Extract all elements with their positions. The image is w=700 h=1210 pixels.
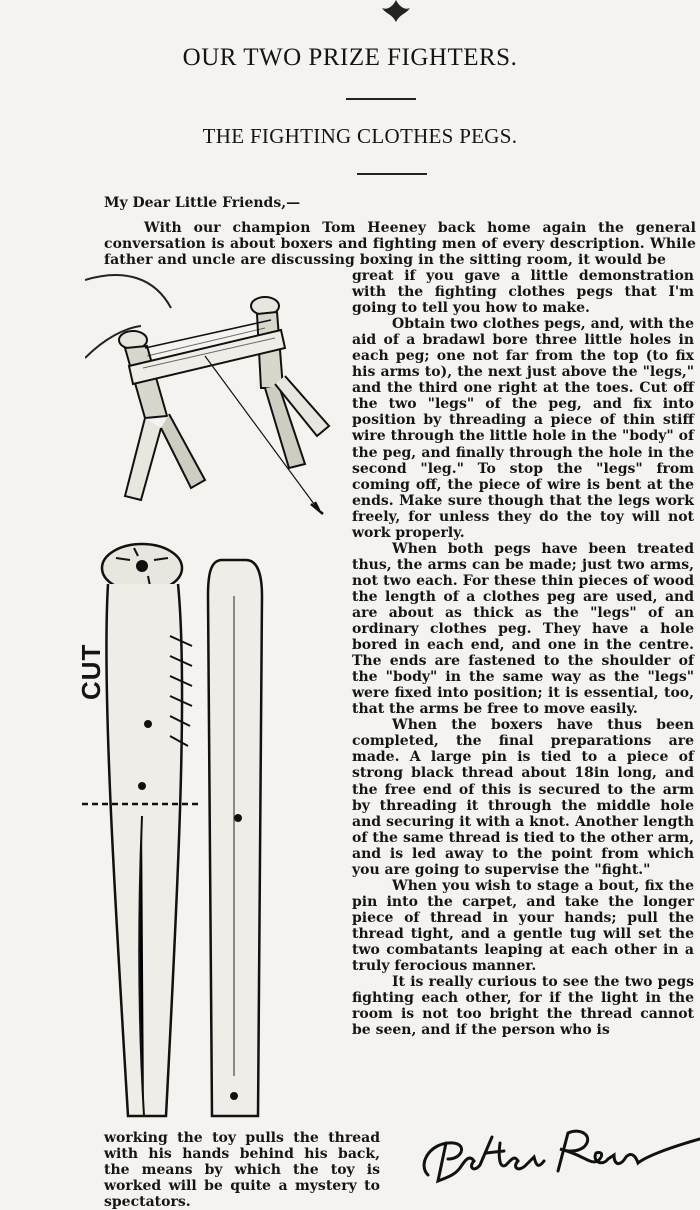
clothes-pegs-illustration bbox=[82, 536, 272, 1136]
article-subtitle: THE FIGHTING CLOTHES PEGS. bbox=[202, 124, 518, 148]
paragraph-4: When the boxers have thus been completed, the final preparations are made. A large pin is tied to a piece of strong black thread about 18in long, and the free end of this is secured to the arm by threading it through the middle hole and securing it with a knot. Another length of the same thread is tied to the other arm, and is led away to the point from which you are going to supervise the "fight." bbox=[352, 717, 694, 878]
paragraph-2: Obtain two clothes pegs, and, with the aid of a bradawl bore three little holes in each peg; one not far from the top (to fix his arms to), the next just above the "legs," and the third one right at the toes. Cut off the two "legs" of the peg, and fix into position by threading a piece of thin stiff wire through the little hole in the "body" of the peg, and finally through the hole in the second "leg." To stop the "legs" from coming off, the piece of wire is bent at the ends. Make sure though that the legs work freely, for unless they do the toy will not work properly. bbox=[352, 316, 694, 541]
subtitle-divider bbox=[357, 173, 427, 175]
article-title: OUR TWO PRIZE FIGHTERS. bbox=[182, 44, 518, 71]
cut-label: CUT bbox=[76, 643, 106, 700]
body-column bbox=[352, 268, 694, 1038]
fighting-pegs-illustration bbox=[85, 268, 347, 530]
signature-image bbox=[408, 1115, 700, 1187]
intro-paragraph bbox=[104, 220, 696, 269]
paragraph-6: It is really curious to see the two pegs fighting each other, for if the light in the room is not too bright the thread cannot be seen, and if the person who is bbox=[352, 974, 694, 1039]
salutation: My Dear Little Friends,— bbox=[104, 195, 301, 211]
closing-text: working the toy pulls the thread with his hands behind his back, the means by which the toy is worked will be quite a mystery to spectators. bbox=[104, 1130, 380, 1210]
paragraph-3: When both pegs have been treated thus, the arms can be made; just two arms, not two each. For these thin pieces of wood the length of a clothes peg are used, and are about as thick as the "legs" of an ordinary clothes peg. They have a hole bored in each end, and one in the centre. The ends are fastened to the shoulder of the "body" in the same way as the "legs" were fixed into position; it is essential, too, that the arms be free to move easily. bbox=[352, 540, 694, 718]
ornament-icon bbox=[376, 0, 416, 22]
paragraph-5: When you wish to stage a bout, fix the pin into the carpet, and take the longer piece of thread in your hands; pull the thread tight, and a gentle tug will set the two combatants leaping at each other in a truly ferocious manner. bbox=[352, 877, 694, 975]
closing-paragraph bbox=[104, 1130, 380, 1210]
paragraph-1: great if you gave a little demonstration with the fighting clothes pegs that I'm going to tell you how to make. bbox=[352, 268, 694, 317]
intro-text: With our champion Tom Heeney back home again the general conversation is about boxers and fighting men of every description. While father and uncle are discussing boxing in the sitting room, it would be bbox=[104, 220, 696, 269]
title-divider bbox=[346, 98, 416, 100]
